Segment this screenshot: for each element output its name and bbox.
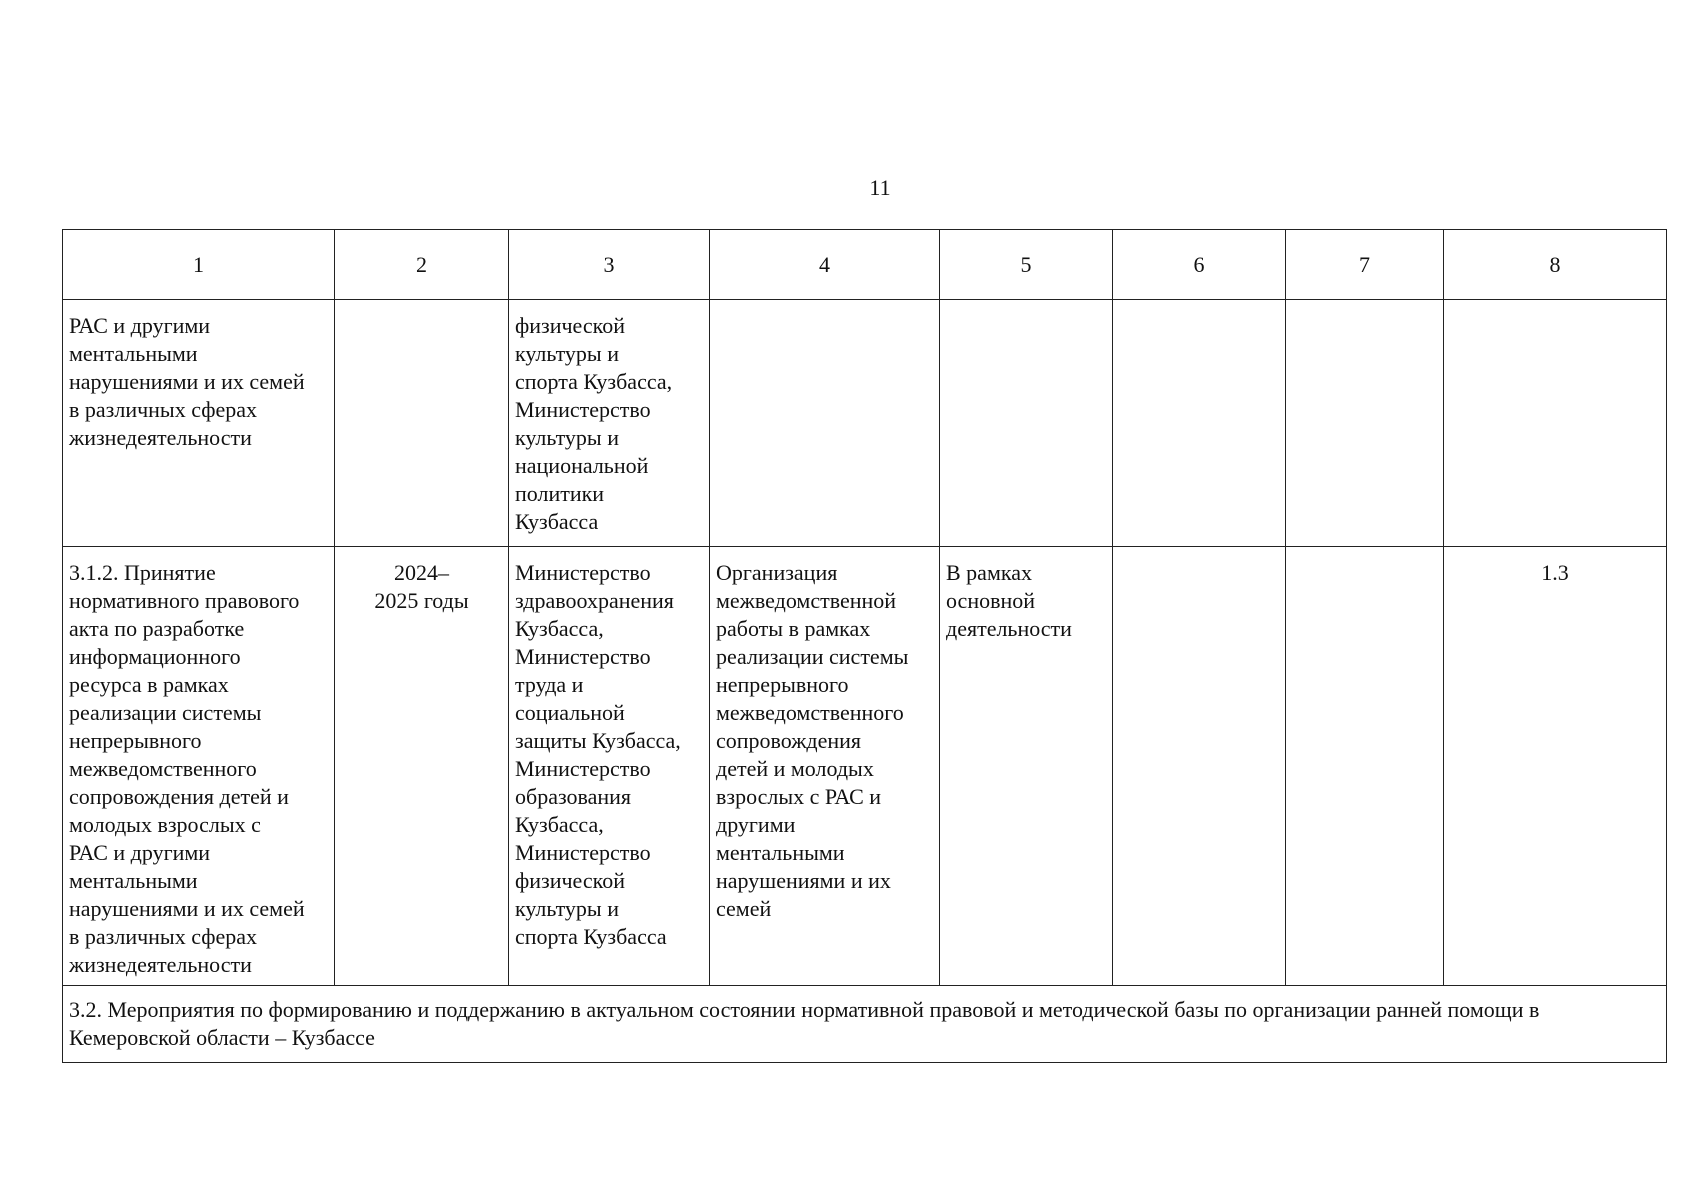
table-cell (1286, 300, 1444, 547)
page-number: 11 (869, 175, 891, 200)
cell-text: 2024– 2025 годы (374, 560, 469, 613)
table-cell (710, 547, 940, 986)
column-header: 2 (335, 230, 509, 300)
column-header: 7 (1286, 230, 1444, 300)
section-heading: 3.2. Мероприятия по формированию и поддержанию в актуальном состоянии нормативной правовой и методической базы по организации ранней помощи в Кемеровской области – Кузбассе (69, 997, 1540, 1050)
document-table (62, 229, 1667, 1063)
cell-text: физической культуры и спорта Кузбасса, Министерство культуры и национальной политики Кузбасса (515, 313, 673, 534)
table-cell (509, 300, 710, 547)
table-cell (940, 300, 1113, 547)
cell-text: Министерство здравоохранения Кузбасса, Министерство труда и социальной защиты Кузбасса, Министерство образования Кузбасса, Министерство физической культуры и спорта Кузбасса (515, 560, 681, 949)
cell-text: 1.3 (1541, 560, 1569, 585)
section-row (63, 986, 1667, 1063)
table-cell (1113, 547, 1286, 986)
column-header: 5 (940, 230, 1113, 300)
table-cell (335, 300, 509, 547)
table-cell (509, 547, 710, 986)
cell-text: 3.1.2. Принятие нормативного правового акта по разработке информационного ресурса в рамках реализации системы непрерывного межведомственного сопровождения детей и молодых взрослых с РАС и другими ментальными нарушениями и их семей в различных сферах жизнедеятельности (69, 560, 305, 977)
column-header: 6 (1113, 230, 1286, 300)
table-cell (63, 300, 335, 547)
table-cell (335, 547, 509, 986)
cell-text: РАС и другими ментальными нарушениями и их семей в различных сферах жизнедеятельности (69, 313, 305, 450)
table-cell (63, 547, 335, 986)
table-cell (1444, 300, 1667, 547)
table-row (63, 547, 1667, 986)
table-cell (940, 547, 1113, 986)
table-cell (1444, 547, 1667, 986)
column-header: 8 (1444, 230, 1667, 300)
cell-text: В рамках основной деятельности (946, 560, 1072, 641)
table-cell (1113, 300, 1286, 547)
table-row (63, 300, 1667, 547)
cell-text: Организация межведомственной работы в рамках реализации системы непрерывного межведомственного сопровождения детей и молодых взрослых с РАС и другими ментальными нарушениями и их семей (716, 560, 909, 921)
column-header: 1 (63, 230, 335, 300)
table-header-row (63, 230, 1667, 300)
table-cell (710, 300, 940, 547)
column-header: 3 (509, 230, 710, 300)
section-heading-cell (63, 986, 1667, 1063)
column-header: 4 (710, 230, 940, 300)
table-cell (1286, 547, 1444, 986)
